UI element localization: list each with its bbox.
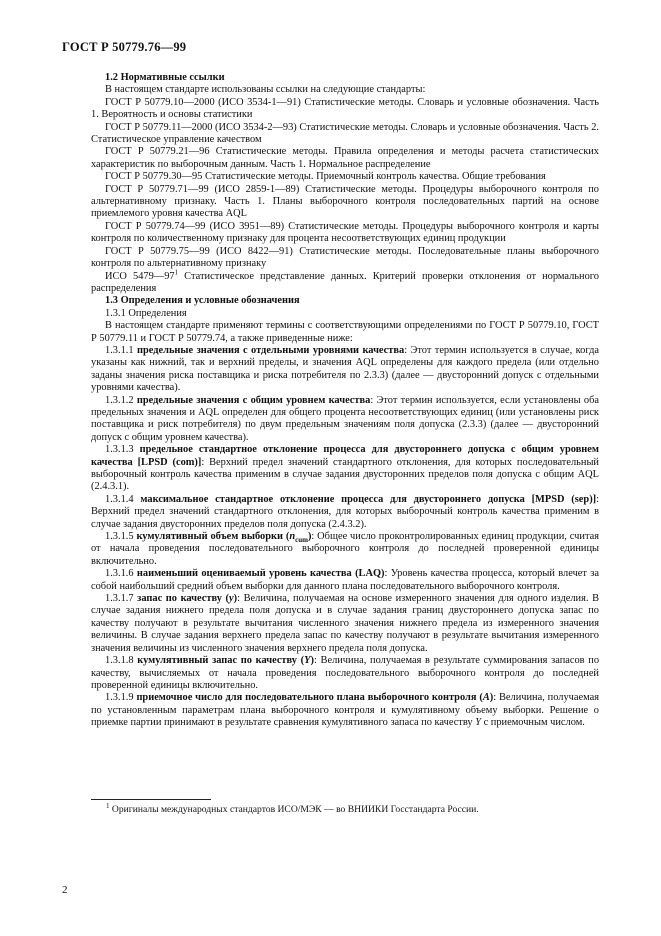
def-text: : Величина, получаемая на основе измеренного значения для одного изделия. В случае задания нижнего предела поля допуска и в случае задания границ двустороннего допуска запас по качеству получают в результате вычитания численного значения нижнего предела из измеренного значения величины. В случае задания верхнего предела запас по качеству получают в результате вычитания измеренного значения величины из численного значения верхнего предела поля допуска. <box>91 593 600 654</box>
def-number: 1.3.1.7 <box>105 593 138 605</box>
def-symbol: y <box>229 593 234 605</box>
def-symbol: A <box>482 692 490 704</box>
def-term: максимальное стандартное отклонение процесса для двустороннего допуска [MPSD (sep)] <box>140 493 597 505</box>
reference-item: ГОСТ Р 50779.30—95 Статистические методы. Приемочный контроль качества. Общие требования <box>105 171 546 183</box>
definition-7: 1.3.1.7 запас по качеству (y): Величина, получаемая на основе измеренного значения для одного изделия. В случае задания нижнего предела поля допуска и в случае задания границ двустороннего допуска запас по качеству получают в результате вычитания численного значения нижнего предела из измеренного значения величины. В случае задания верхнего предела запас по качеству получают в результате вычитания измеренного значения величины из численного значения верхнего предела поля допуска. <box>91 593 600 654</box>
def-term: предельные значения с отдельными уровнями качества <box>137 344 405 356</box>
page-body <box>91 72 599 730</box>
iso-ref-text: Статистическое представление данных. Критерий проверки отклонения от нормального распределения <box>91 270 599 294</box>
subsection-title: 1.3.1 Определения <box>105 307 187 319</box>
definitions-intro: В настоящем стандарте применяют термины с соответствующими определениями по ГОСТ Р 50779.10, ГОСТ Р 50779.11 и ГОСТ Р 50779.74, а также приведенные ниже: <box>91 320 599 344</box>
definition-9: 1.3.1.9 приемочное число для последовательного плана выборочного контроля (A): Величина, получаемая по установленным параметрам плана выборочного контроля и кумулятивному объему выборки. Решение о приемке партии принимают в результате сравнения кумулятивного запаса по качеству Y с приемочным числом. <box>91 692 600 729</box>
def-term: кумулятивный объем выборки <box>136 531 283 543</box>
footnote-mark: 1 <box>106 801 110 810</box>
reference-item: ГОСТ Р 50779.21—96 Статистические методы. Правила определения и методы расчета статистических характеристик по выборочным данным. Часть 1. Нормальное распределение <box>91 146 599 170</box>
footnote-mark: 1 <box>174 268 179 277</box>
page-number: 2 <box>62 884 68 896</box>
def-text: : Этот термин используется, если установлены оба предельных значения и AQL определен для общего процента несоответствующих единиц (или установлены риск поставщика и риск потребителя) по двум предельным значениям поля допуска (2.3.3) (далее — двусторонний допуск с общим уровнем качества). <box>91 394 599 443</box>
section-title-1-2: 1.2 Нормативные ссылки <box>105 72 225 83</box>
definition-3 <box>91 444 599 494</box>
def-number: 1.3.1.8 <box>105 655 138 667</box>
def-number: 1.3.1.1 <box>105 344 137 356</box>
document-header: ГОСТ Р 50779.76—99 <box>62 40 187 54</box>
section-title-1-3: 1.3 Определения и условные обозначения <box>105 295 300 307</box>
definition-1 <box>91 345 599 395</box>
definition-2 <box>91 395 599 445</box>
def-number: 1.3.1.2 <box>105 394 137 406</box>
def-term: наименьший оцениваемый уровень качества (LAQ) <box>136 568 385 580</box>
footnote <box>106 801 596 816</box>
def-term: предельные значения с общим уровнем качества <box>136 394 371 406</box>
def-term: кумулятивный запас по качеству <box>137 655 297 667</box>
definition-6 <box>91 568 599 593</box>
definition-5: 1.3.1.5 кумулятивный объем выборки $(n_{cum})$: Общее число проконтролированных единиц продукции, считая от начала проведения последовательного выборочного контроля до последней проверенной единицы включительно. <box>91 531 600 567</box>
def-number: 1.3.1.9 <box>105 692 137 704</box>
def-text: : Верхний предел значений стандартного отклонения, для которых последовательный выборочный контроль качества применим в случае задания двусторонних пределов поля допуска с общим AQL (2.4.3.1). <box>91 456 599 493</box>
def-symbol: n <box>289 531 296 543</box>
def-symbol-sub: cum <box>295 536 308 545</box>
def-number: 1.3.1.3 <box>105 444 140 456</box>
reference-item: ГОСТ Р 50779.71—99 (ИСО 2859-1—89) Статистические методы. Процедуры выборочного контроля по альтернативному признаку. Часть 1. Планы выборочного контроля последовательных партий на основе приемлемого уровня качества AQL <box>91 183 599 220</box>
reference-item: ГОСТ Р 50779.10—2000 (ИСО 3534-1—91) Статистические методы. Словарь и условные обозначения. Часть 1. Вероятность и основы статистики <box>91 96 599 121</box>
def-number: 1.3.1.6 <box>105 568 137 580</box>
def-text: : Верхний предел значений стандартного отклонения, для которых выборочный контроль качества применим в случае задания двусторонних пределов поля допуска (2.4.3.2). <box>91 493 600 530</box>
def-text: : Этот термин используется в случае, когда указаны как нижний, так и верхний пределы, и значения AQL определены для каждого предела (или отдельно заданы значения риска поставщика и риска потребителя по 2.3.3) (далее — двусторонний допуск с отдельными уровнями качества). <box>91 344 599 394</box>
def-text: : Уровень качества процесса, который влечет за собой наибольший средний объем выборки для данного плана последовательного выборочного контроля. <box>91 568 600 592</box>
def-term: приемочное число для последовательного плана выборочного контроля <box>136 692 477 704</box>
reference-item-iso <box>91 268 599 296</box>
footnote-text: Оригиналы международных стандартов ИСО/МЭК — во ВНИИКИ Госстандарта России. <box>111 804 479 815</box>
footnote-divider <box>91 799 211 800</box>
reference-item: ГОСТ Р 50779.75—99 (ИСО 8422—91) Статистические методы. Последовательные планы выборочного контроля по альтернативному признаку <box>91 245 599 270</box>
def-term: предельное стандартное отклонение процесса для двустороннего допуска с общим уровнем качества [LPSD (com)] <box>91 444 599 468</box>
definition-4 <box>91 494 599 531</box>
reference-item: ГОСТ Р 50779.74—99 (ИСО 3951—89) Статистические методы. Процедуры выборочного контроля и карты контроля по количественному признаку для процента несоответствующих единиц продукции <box>91 220 599 245</box>
def-number: 1.3.1.5 <box>105 531 137 543</box>
def-text-end: с приемочным числом. <box>480 717 585 729</box>
def-term: запас по качеству <box>137 593 222 605</box>
def-symbol-inline: Y <box>475 717 481 729</box>
def-text: : Величина, получаемая по установленным параметрам плана выборочного контроля и кумулятивному объему выборки. Решение о приемке партии принимают в результате сравнения кумулятивного запаса по качеству <box>91 692 600 729</box>
def-number: 1.3.1.4 <box>105 493 141 505</box>
definition-8: 1.3.1.8 кумулятивный запас по качеству (Y): Величина, получаемая в результате суммирования запасов по качеству, вычисляемых от начала проведения последовательного выборочного контроля до последней проверенной единицы включительно. <box>91 655 600 691</box>
def-text: : Величина, получаемая в результате суммирования запасов по качеству, вычисляемых от начала проведения последовательного выборочного контроля до последней проверенной единицы включительно. <box>91 655 600 691</box>
def-text: : Общее число проконтролированных единиц продукции, считая от начала проведения последовательного выборочного контроля до последней проверенной единицы включительно. <box>91 531 600 567</box>
def-symbol: Y <box>304 655 311 667</box>
iso-ref-code: ИСО 5479—97 <box>105 270 175 282</box>
section-intro: В настоящем стандарте использованы ссылки на следующие стандарты: <box>105 84 426 96</box>
reference-item: ГОСТ Р 50779.11—2000 (ИСО 3534-2—93) Статистические методы. Словарь и условные обозначения. Часть 2. Статистическое управление качеством <box>91 121 599 146</box>
